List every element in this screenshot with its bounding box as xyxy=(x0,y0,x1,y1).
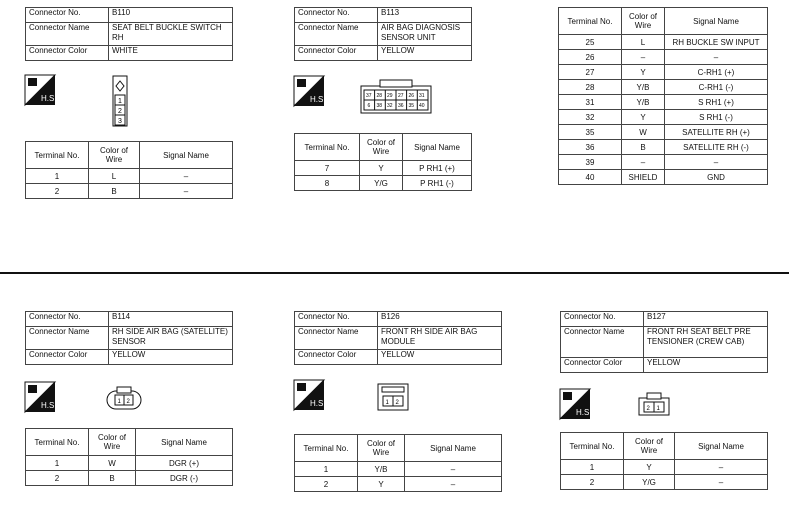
table-row xyxy=(26,184,233,199)
table-row xyxy=(559,80,768,95)
connector-color-value: YELLOW xyxy=(109,350,233,365)
signal-cell: – xyxy=(665,50,768,65)
table-row xyxy=(295,462,502,477)
pin-label: 35 xyxy=(408,103,415,109)
connector-b126-face xyxy=(377,383,409,411)
signal-cell: P RH1 (+) xyxy=(403,161,472,176)
pin-label: 1 xyxy=(656,406,660,412)
table-row xyxy=(559,125,768,140)
harness-side-icon xyxy=(294,76,324,106)
table-row xyxy=(295,477,502,492)
connector-b113-terminal-table xyxy=(294,133,472,191)
connector-b114-face xyxy=(103,385,145,413)
connector-color-value: YELLOW xyxy=(378,46,472,61)
connector-b113-face xyxy=(360,78,432,114)
table-row xyxy=(559,50,768,65)
pin-label: 1 xyxy=(385,400,389,406)
terminal-cell: 7 xyxy=(295,161,360,176)
wire-color-cell: Y xyxy=(360,161,403,176)
pin-label: 2 xyxy=(126,399,130,405)
signal-header: Signal Name xyxy=(403,134,472,161)
wire-color-cell: B xyxy=(89,184,140,199)
connector-name-label: Connector Name xyxy=(26,23,109,46)
wire-color-cell: B xyxy=(622,140,665,155)
signal-cell: – xyxy=(405,477,502,492)
terminal-cell: 32 xyxy=(559,110,622,125)
terminal-cell: 27 xyxy=(559,65,622,80)
wire-color-cell: Y xyxy=(358,477,405,492)
connector-b127-face xyxy=(637,392,671,416)
wire-color-cell: B xyxy=(89,471,136,486)
terminal-cell: 1 xyxy=(295,462,358,477)
signal-cell: – xyxy=(675,475,768,490)
connector-no-label: Connector No. xyxy=(561,312,644,327)
signal-cell: SATELLITE RH (-) xyxy=(665,140,768,155)
pin-label: 27 xyxy=(398,93,404,99)
terminal-cell: 8 xyxy=(295,176,360,191)
connector-name-label: Connector Name xyxy=(295,23,378,46)
connector-no-value: B114 xyxy=(109,312,233,327)
table-row xyxy=(561,460,768,475)
signal-cell: DGR (+) xyxy=(136,456,233,471)
connector-name-value: FRONT RH SEAT BELT PRE TENSIONER (CREW CAB) xyxy=(644,327,768,358)
wire-color-cell: Y/B xyxy=(358,462,405,477)
connector-b127-info xyxy=(560,311,768,373)
table-row xyxy=(561,475,768,490)
pin-label: 36 xyxy=(398,103,404,109)
connector-name-value: RH SIDE AIR BAG (SATELLITE) SENSOR xyxy=(109,327,233,350)
terminal-cell: 2 xyxy=(26,184,89,199)
wire-color-header: Color of Wire xyxy=(89,429,136,456)
connector-b110-info xyxy=(25,7,233,61)
connector-name-value: SEAT BELT BUCKLE SWITCH RH xyxy=(109,23,233,46)
hs-label: H.S. xyxy=(310,399,326,408)
terminal-cell: 1 xyxy=(26,456,89,471)
wire-color-cell: – xyxy=(622,50,665,65)
connector-color-label: Connector Color xyxy=(26,350,109,365)
wire-color-cell: SHIELD xyxy=(622,170,665,185)
table-row xyxy=(559,65,768,80)
connector-b126-terminal-table xyxy=(294,434,502,492)
terminal-cell: 2 xyxy=(26,471,89,486)
signal-cell: – xyxy=(665,155,768,170)
terminal-header: Terminal No. xyxy=(26,142,89,169)
signal-cell: S RH1 (+) xyxy=(665,95,768,110)
connector-color-label: Connector Color xyxy=(295,46,378,61)
signal-header: Signal Name xyxy=(140,142,233,169)
connector-b113-terminal-table-continued xyxy=(558,7,768,185)
signal-cell: C-RH1 (-) xyxy=(665,80,768,95)
signal-cell: S RH1 (-) xyxy=(665,110,768,125)
signal-cell: C-RH1 (+) xyxy=(665,65,768,80)
terminal-cell: 36 xyxy=(559,140,622,155)
table-row xyxy=(559,155,768,170)
wire-color-cell: L xyxy=(622,35,665,50)
pin-label: 37 xyxy=(366,93,372,99)
pin-label: 6 xyxy=(367,103,371,109)
harness-side-icon xyxy=(25,382,55,412)
wire-color-cell: Y/G xyxy=(624,475,675,490)
pin-label: 38 xyxy=(376,103,383,109)
connector-no-value: B113 xyxy=(378,8,472,23)
pin-label: 29 xyxy=(387,93,393,99)
connector-name-value: FRONT RH SIDE AIR BAG MODULE xyxy=(378,327,502,350)
hs-label: H.S. xyxy=(310,95,326,104)
pin-label: 32 xyxy=(387,103,393,109)
wire-color-cell: Y xyxy=(622,110,665,125)
terminal-cell: 31 xyxy=(559,95,622,110)
terminal-header: Terminal No. xyxy=(561,433,624,460)
terminal-cell: 26 xyxy=(559,50,622,65)
pin-label: 31 xyxy=(419,93,425,99)
connector-name-label: Connector Name xyxy=(26,327,109,350)
connector-color-value: WHITE xyxy=(109,46,233,61)
section-divider xyxy=(0,272,789,274)
connector-b114-info xyxy=(25,311,233,365)
connector-b110-face xyxy=(112,75,128,127)
wire-color-cell: Y/B xyxy=(622,95,665,110)
wire-color-header: Color of Wire xyxy=(358,435,405,462)
signal-cell: P RH1 (-) xyxy=(403,176,472,191)
connector-no-label: Connector No. xyxy=(295,312,378,327)
signal-cell: – xyxy=(140,169,233,184)
pin-label: 3 xyxy=(118,118,122,125)
signal-header: Signal Name xyxy=(405,435,502,462)
table-row xyxy=(295,161,472,176)
pin-label: 2 xyxy=(395,400,399,406)
signal-cell: SATELLITE RH (+) xyxy=(665,125,768,140)
terminal-cell: 39 xyxy=(559,155,622,170)
terminal-header: Terminal No. xyxy=(295,134,360,161)
table-row xyxy=(559,170,768,185)
connector-color-label: Connector Color xyxy=(295,350,378,365)
connector-color-value: YELLOW xyxy=(378,350,502,365)
wire-color-cell: W xyxy=(622,125,665,140)
connector-b113-info xyxy=(294,7,472,61)
signal-header: Signal Name xyxy=(675,433,768,460)
harness-side-icon xyxy=(560,389,590,419)
wire-color-cell: L xyxy=(89,169,140,184)
table-row xyxy=(559,95,768,110)
table-row xyxy=(559,35,768,50)
connector-b110-terminal-table xyxy=(25,141,233,199)
connector-color-label: Connector Color xyxy=(561,358,644,373)
pin-label: 26 xyxy=(408,93,415,99)
terminal-cell: 2 xyxy=(561,475,624,490)
connector-no-label: Connector No. xyxy=(26,312,109,327)
wire-color-header: Color of Wire xyxy=(622,8,665,35)
table-row xyxy=(295,176,472,191)
connector-name-label: Connector Name xyxy=(295,327,378,350)
pin-label: 28 xyxy=(376,93,383,99)
wire-color-cell: – xyxy=(622,155,665,170)
harness-side-icon xyxy=(25,75,55,105)
wire-color-cell: Y/B xyxy=(622,80,665,95)
signal-cell: GND xyxy=(665,170,768,185)
hs-label: H.S. xyxy=(41,401,57,410)
connector-no-value: B126 xyxy=(378,312,502,327)
signal-header: Signal Name xyxy=(665,8,768,35)
connector-no-value: B110 xyxy=(109,8,233,23)
terminal-cell: 40 xyxy=(559,170,622,185)
wire-color-cell: Y xyxy=(624,460,675,475)
harness-side-icon xyxy=(294,380,324,410)
connector-b114-terminal-table xyxy=(25,428,233,486)
terminal-cell: 28 xyxy=(559,80,622,95)
signal-cell: DGR (-) xyxy=(136,471,233,486)
wire-color-cell: Y xyxy=(622,65,665,80)
pin-label: 1 xyxy=(118,98,122,105)
signal-cell: RH BUCKLE SW INPUT xyxy=(665,35,768,50)
terminal-cell: 1 xyxy=(561,460,624,475)
terminal-cell: 25 xyxy=(559,35,622,50)
wire-color-cell: Y/G xyxy=(360,176,403,191)
terminal-cell: 2 xyxy=(295,477,358,492)
connector-name-value: AIR BAG DIAGNOSIS SENSOR UNIT xyxy=(378,23,472,46)
wire-color-header: Color of Wire xyxy=(360,134,403,161)
connector-name-label: Connector Name xyxy=(561,327,644,358)
terminal-header: Terminal No. xyxy=(559,8,622,35)
pin-label: 40 xyxy=(419,103,425,109)
terminal-cell: 35 xyxy=(559,125,622,140)
hs-label: H.S. xyxy=(576,408,592,417)
connector-b126-info xyxy=(294,311,502,365)
hs-label: H.S. xyxy=(41,94,57,103)
wire-color-header: Color of Wire xyxy=(89,142,140,169)
pin-label: 2 xyxy=(118,108,122,115)
connector-b127-terminal-table xyxy=(560,432,768,490)
wire-color-cell: W xyxy=(89,456,136,471)
pin-label: 1 xyxy=(117,399,121,405)
table-row xyxy=(559,110,768,125)
connector-color-label: Connector Color xyxy=(26,46,109,61)
wire-color-header: Color of Wire xyxy=(624,433,675,460)
connector-color-value: YELLOW xyxy=(644,358,768,373)
terminal-cell: 1 xyxy=(26,169,89,184)
connector-no-value: B127 xyxy=(644,312,768,327)
table-row xyxy=(559,140,768,155)
table-row xyxy=(26,456,233,471)
pin-label: 2 xyxy=(646,406,650,412)
terminal-header: Terminal No. xyxy=(26,429,89,456)
signal-cell: – xyxy=(405,462,502,477)
connector-no-label: Connector No. xyxy=(295,8,378,23)
signal-cell: – xyxy=(140,184,233,199)
signal-cell: – xyxy=(675,460,768,475)
table-row xyxy=(26,471,233,486)
terminal-header: Terminal No. xyxy=(295,435,358,462)
connector-no-label: Connector No. xyxy=(26,8,109,23)
signal-header: Signal Name xyxy=(136,429,233,456)
table-row xyxy=(26,169,233,184)
